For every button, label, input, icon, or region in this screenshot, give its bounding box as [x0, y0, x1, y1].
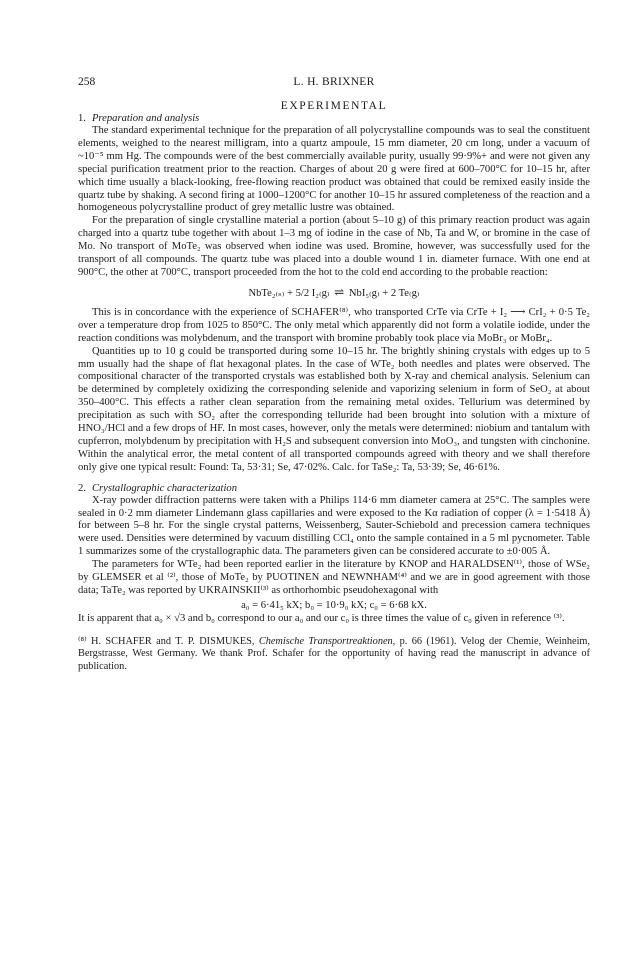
- paragraph-analysis: Quantities up to 10 g could be transported during some 10–15 hr. The brightly shining crystals with edges up to 5 mm usually had the shape of flat hexagonal plates. In the case of WTe₂ both needles and plates were observed. The compositional character of the transported crystals was established both by X-ray and chemical analysis. Selenium can be determined by completely oxidizing the corresponding selenide and vaporizing selenium in form of SeO₂ at about 350–400°C. This effects a rather clean separation from the remaining metal oxides. Tellurium was determined by precipitation as such with SO₂ after the corresponding telluride had been brought into solution with a mixture of HNO₃/HCl and a few drops of HF. In most cases, however, only the metals were determined: niobium and tantalum with cupferron, molybdenum by precipitation with H₂S and subsequent conversion into MoO₃, and tungsten with cinchonine. Within the analytical error, the metal content of all transported compounds agreed with theory and we shall therefore only give one typical result: Found: Ta, 53·31; Se, 47·02%. Calc. for TaSe₂: Ta, 53·39; Se, 46·61%.: [78, 345, 590, 473]
- paragraph-xray: X-ray powder diffraction patterns were taken with a Philips 114·6 mm diameter camera at 25°C. The samples were sealed in 0·2 mm diameter Lindemann glass capillaries and were exposed to the Kα radiation of copper (λ = 1·5418 Å) for between 5–8 hr. For the single crystal patterns, Weissenberg, Sauter-Schiebold and precession camera techniques were used. Densities were determined by vacuum distilling CCl₄ onto the sample contained in a 5 ml pycnometer. Table 1 summarizes some of the crystallographic data. The parameters given can be considered accurate to ±0·005 Å.: [78, 494, 590, 558]
- footnote: [78, 636, 590, 674]
- subsection-number: 2.: [78, 482, 86, 494]
- reaction-equation: [78, 286, 590, 300]
- running-head: L. H. BRIXNER: [293, 76, 375, 88]
- equation-left: NbTe₂₍ₛ₎ + 5/2 I₂₍g₎: [248, 287, 330, 299]
- footnote-book-title: Chemische Transportreaktionen,: [258, 635, 396, 647]
- footnote-details: p. 66 (1961). Velog der Chemie, Weinheim, Bergstrasse, West Germany. We thank Prof. Schafer for the opportunity of having read the manuscript in advance of publication.: [78, 635, 591, 672]
- subsection-heading-preparation: [78, 112, 590, 125]
- equilibrium-arrow: ⇌: [334, 284, 345, 299]
- subsection-title: Preparation and analysis: [91, 113, 200, 124]
- paragraph-parameters: The parameters for WTe₂ had been reported earlier in the literature by KNOP and HARALDSEN⁽¹⁾, those of WSe₂ by GLEMSER et al ⁽²⁾, those of MoTe₂ by PUOTINEN and NEWNHAM⁽⁴⁾ and we are in good agreement with those data; TaTe₂ was reported by UKRAINSKII⁽³⁾ as orthorhombic pseudohexagonal with: [78, 559, 590, 596]
- page-header: [78, 76, 590, 96]
- journal-page: [78, 76, 590, 674]
- page-number: 258: [78, 76, 96, 88]
- paragraph-preparation: The standard experimental technique for the preparation of all polycrystalline compounds was to seal the constituent elements, weighed to the nearest milligram, into a quartz ampoule, 15 mm diameter, 20 cm long, under a vacuum of ~10⁻⁵ mm Hg. The compounds were of the best commercially available purity, usually 99·9%+ and were not given any special purification treatment prior to the reaction. Charges of about 20 g were fired at 600–700°C for 10–15 hr, after which time usually a black-looking, free-flowing reaction product was obtained that could be remixed easily inside the quartz tube by shaking. A second firing at 1000–1200°C for another 10–15 hr assured completeness of the reaction and a homogeneous polycrystalline product of grey metallic lustre was obtained.: [78, 125, 590, 214]
- paragraph-closing: It is apparent that a₀ × √3 and b₀ correspond to our a₀ and our c₀ is three times the value of c₀ given in reference ⁽³⁾.: [78, 612, 565, 624]
- footnote-authors: H. SCHAFER and T. P. DISMUKES,: [91, 635, 255, 647]
- equation-right: NbI₅₍g₎ + 2 Te₍g₎: [348, 287, 420, 299]
- lattice-parameters: a₀ = 6·41₅ kX; b₀ = 10·9₀ kX; c₀ = 6·68 kX.: [241, 599, 427, 611]
- footnote-marker: ⁽⁸⁾: [78, 635, 87, 647]
- subsection-number: 1.: [78, 113, 86, 124]
- subsection-heading-crystallographic: [78, 482, 590, 495]
- section-title: EXPERIMENTAL: [280, 100, 388, 112]
- paragraph-schafer: This is in concordance with the experience of SCHAFER⁽⁸⁾, who transported CrTe via CrTe + I₂ ⟶ CrI₂ + 0·5 Te₂ over a temperature drop from 1025 to 850°C. The only metal which apparently did not form a volatile iodide, under the reaction conditions was molybdenum, and the transport with bromine probably took place via MoBr₃ or MoBr₄.: [78, 306, 590, 344]
- subsection-title: Crystallographic characterization: [91, 482, 238, 494]
- paragraph-single-crystal: For the preparation of single crystalline material a portion (about 5–10 g) of this primary reaction product was again charged into a quartz tube together with about 1–3 mg of iodine in the case of Nb, Ta and W, or bromine in the case of Mo. No transport of MoTe₂ was observed when iodine was used. Bromine, however, was successfully used for the transport of all compounds. The quartz tube was placed into a double wound 1 in. diameter furnace. With one end at 900°C, the other at 700°C, transport proceeded from the hot to the cold end according to the probable reaction:: [78, 215, 590, 278]
